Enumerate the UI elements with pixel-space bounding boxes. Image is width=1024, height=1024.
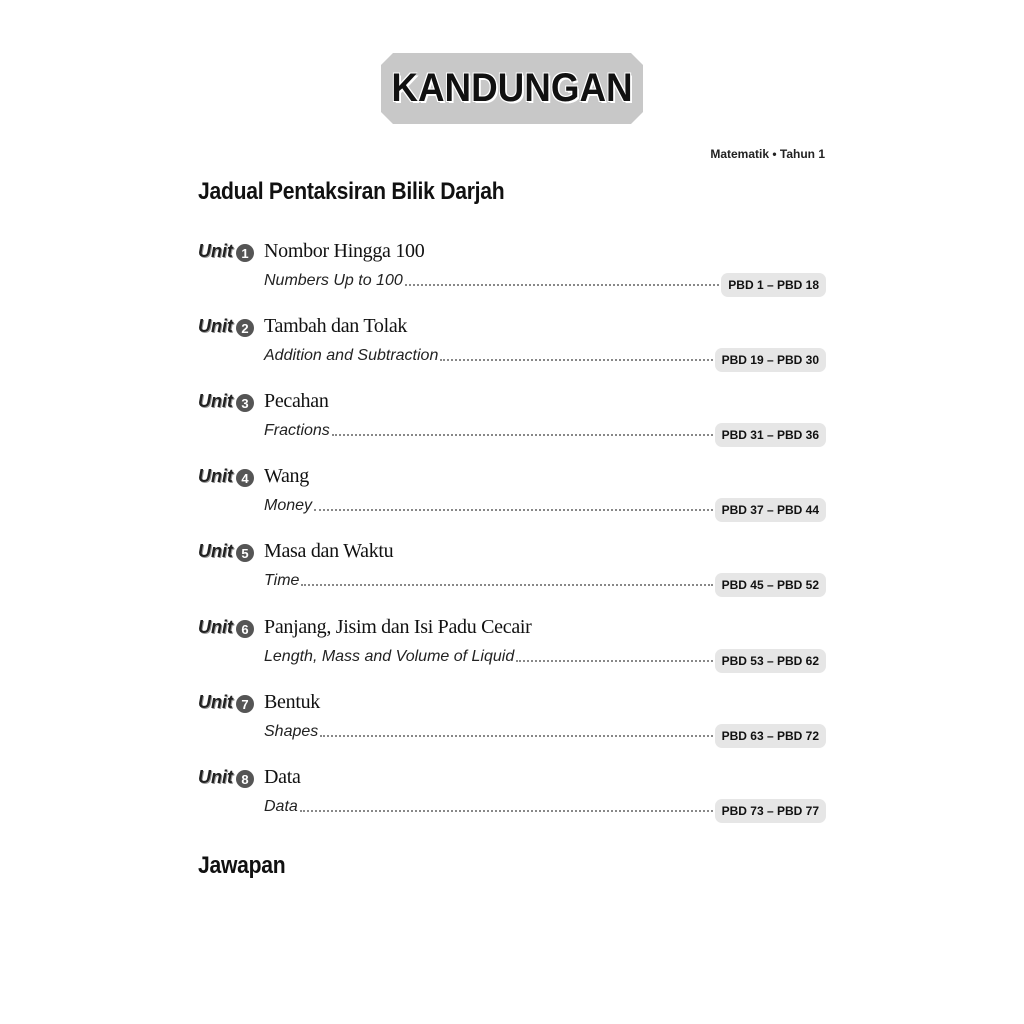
unit-title: Panjang, Jisim dan Isi Padu Cecair	[264, 616, 532, 638]
unit-row[interactable]	[198, 692, 826, 748]
unit-subtitle: Data	[264, 798, 298, 815]
page-title-banner	[381, 53, 643, 124]
dot-leader	[332, 434, 713, 436]
unit-subtitle: Shapes	[264, 723, 319, 740]
unit-title: Data	[264, 766, 301, 788]
unit-label: Unit	[198, 767, 233, 787]
unit-subtitle: Numbers Up to 100	[264, 272, 403, 289]
unit-subtitle-line	[264, 568, 826, 590]
dot-leader	[314, 509, 713, 511]
unit-row[interactable]	[198, 391, 826, 447]
page-title: KANDUNGAN	[391, 66, 633, 110]
unit-title: Masa dan Waktu	[264, 540, 394, 562]
unit-number-badge: 5	[236, 544, 254, 562]
unit-number-badge: 2	[236, 319, 254, 337]
unit-label: Unit	[198, 466, 233, 486]
unit-title: Tambah dan Tolak	[264, 315, 408, 337]
unit-label: Unit	[198, 241, 233, 261]
section-heading-assessment: Jadual Pentaksiran Bilik Darjah	[198, 178, 505, 205]
unit-number-badge: 3	[236, 394, 254, 412]
unit-title: Pecahan	[264, 390, 329, 412]
dot-leader	[405, 284, 720, 286]
dot-leader	[301, 584, 712, 586]
unit-row[interactable]	[198, 316, 826, 372]
unit-subtitle: Time	[264, 572, 300, 589]
unit-title: Nombor Hingga 100	[264, 240, 425, 262]
unit-subtitle-line	[264, 719, 826, 741]
unit-subtitle: Money	[264, 497, 313, 514]
unit-subtitle-line	[264, 418, 826, 440]
unit-subtitle: Fractions	[264, 422, 330, 439]
unit-number-badge: 8	[236, 770, 254, 788]
dot-leader	[516, 660, 712, 662]
unit-row[interactable]	[198, 466, 826, 522]
unit-subtitle-line	[264, 794, 826, 816]
unit-label: Unit	[198, 391, 233, 411]
subject-label: Matematik • Tahun 1	[710, 147, 825, 161]
page-range-badge: PBD 31 – PBD 36	[715, 423, 826, 447]
unit-row[interactable]	[198, 767, 826, 823]
unit-number-badge: 7	[236, 695, 254, 713]
page-range-badge: PBD 73 – PBD 77	[715, 799, 826, 823]
unit-subtitle-line	[264, 493, 826, 515]
page-range-badge: PBD 37 – PBD 44	[715, 498, 826, 522]
unit-subtitle-line	[264, 644, 826, 666]
unit-label: Unit	[198, 617, 233, 637]
dot-leader	[440, 359, 712, 361]
unit-label: Unit	[198, 692, 233, 712]
page-range-badge: PBD 1 – PBD 18	[721, 273, 826, 297]
unit-title: Wang	[264, 465, 309, 487]
page-range-badge: PBD 45 – PBD 52	[715, 573, 826, 597]
unit-subtitle: Length, Mass and Volume of Liquid	[264, 648, 515, 665]
section-heading-answers: Jawapan	[198, 852, 286, 879]
unit-row[interactable]	[198, 617, 826, 673]
dot-leader	[320, 735, 712, 737]
unit-subtitle-line	[264, 343, 826, 365]
unit-subtitle-line	[264, 268, 826, 290]
unit-number-badge: 1	[236, 244, 254, 262]
unit-label: Unit	[198, 541, 233, 561]
unit-row[interactable]	[198, 541, 826, 597]
dot-leader	[300, 810, 713, 812]
page-range-badge: PBD 19 – PBD 30	[715, 348, 826, 372]
unit-subtitle: Addition and Subtraction	[264, 347, 439, 364]
unit-row[interactable]	[198, 241, 826, 297]
unit-title: Bentuk	[264, 691, 320, 713]
unit-number-badge: 6	[236, 620, 254, 638]
page-range-badge: PBD 63 – PBD 72	[715, 724, 826, 748]
unit-number-badge: 4	[236, 469, 254, 487]
unit-label: Unit	[198, 316, 233, 336]
page-range-badge: PBD 53 – PBD 62	[715, 649, 826, 673]
